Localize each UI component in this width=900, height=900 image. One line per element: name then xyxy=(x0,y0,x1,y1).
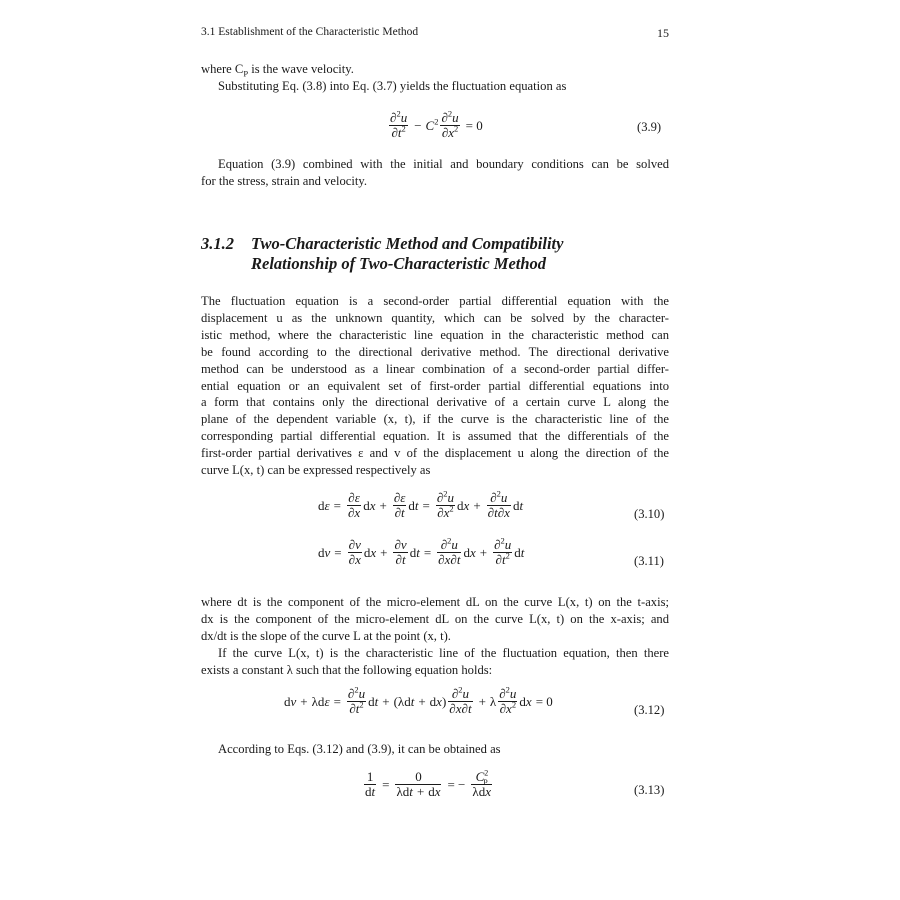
equation-number: (3.13) xyxy=(634,783,665,797)
section-number: 3.1.2 xyxy=(201,234,234,253)
page-number: 15 xyxy=(657,26,669,40)
text-line: displacement u as the unknown quantity, which can be solved by the character- xyxy=(201,310,669,325)
section-title: Two-Characteristic Method and Compatibility Relationship of Two-Characteristic Method xyxy=(251,234,564,273)
text-line: for the stress, strain and velocity. xyxy=(201,173,368,188)
text-line: dx/dt is the slope of the curve L at the point (x, t). xyxy=(201,628,451,643)
text-line: where $C_P$ is the wave velocity. xyxy=(201,62,354,79)
text-line: If the curve L(x, t) is the characteristic line of the fluctuation equation, then there xyxy=(218,645,669,660)
text-line: where dt is the component of the micro-element dL on the curve L(x, t) on the t-axis; xyxy=(201,595,669,609)
equation-3-10: d ε = $\frac{\partial\varepsilon}{\partial x}$ d x + $\frac{\partial\varepsilon}{\partial t}$ d t = $\frac{\partial^2u}{\partial x^2}$ d x + $\frac{\partial^2u}{\partial t\partial x}$ d t xyxy=(318,488,524,520)
text-line: istic method, where the characteristic line equation in the characteristic method can xyxy=(201,327,669,342)
paragraph-obtained xyxy=(201,741,669,758)
text-line: According to Eqs. (3.12) and (3.9), it can be obtained as xyxy=(218,742,501,756)
paragraph-directional-derivative xyxy=(201,293,669,479)
equation-3-11: d v = $\frac{\partial v}{\partial x}$ d x + $\frac{\partial v}{\partial t}$ d t = $\frac{\partial^2u}{\partial x\partial t}$ d x + $\frac{\partial^2u}{\partial t^2}$ d t xyxy=(318,535,525,567)
text-line: ential equation or an equivalent set of first-order partial differential equations into xyxy=(201,378,669,393)
equation-number: (3.12) xyxy=(634,703,665,717)
equation-3-12: d v + λd ε = $\frac{\partial^2u}{\partial t^2}$ d t + (λd t + d x ) $\frac{\partial^2u}{\partial x\partial t}$ + λ $\frac{\partial^2u}{\partial x^2}$ d x = 0 xyxy=(284,684,553,716)
text-line: Equation (3.9) combined with the initial and boundary conditions can be solved xyxy=(218,157,669,171)
text-line: first-order partial derivatives ε and v of the displacement u along the direction of the xyxy=(201,446,669,461)
running-header: 3.1 Establishment of the Characteristic Method xyxy=(201,26,419,38)
equation-number: (3.10) xyxy=(634,507,665,521)
paragraph-characteristic-line xyxy=(201,594,669,679)
paragraph-solution xyxy=(201,156,669,190)
paragraph-wave-velocity xyxy=(201,61,669,95)
text-line: Substituting Eq. (3.8) into Eq. (3.7) yields the fluctuation equation as xyxy=(218,78,567,93)
equation-number: (3.11) xyxy=(634,554,664,568)
text-line: exists a constant λ such that the following equation holds: xyxy=(201,662,493,677)
equation-number: (3.9) xyxy=(637,120,662,134)
equation-3-9: $\frac{\partial^2u}{\partial t^2}$ − $C^2$ $\frac{\partial^2u}{\partial x^2}$ = 0 xyxy=(390,108,483,140)
text-line: a form that contains only the directional derivative of a certain curve L along the xyxy=(201,395,669,410)
text-line: curve L(x, t) can be expressed respectively as xyxy=(201,463,431,478)
text-line: corresponding partial differential equation. It is assumed that the differentials of the xyxy=(201,429,669,444)
text-line: method can be understood as a linear combination of a second-order partial differ- xyxy=(201,361,669,376)
text-line: dx is the component of the micro-element dL on the curve L(x, t) on the x-axis; and xyxy=(201,611,669,626)
text-line: be found according to the directional derivative method. The directional derivative xyxy=(201,344,669,359)
text-line: The fluctuation equation is a second-order partial differential equation with the xyxy=(201,294,669,308)
equation-3-13: $\frac{1}{dt}$ = $\frac{0}{\text{λdt + dx}}$ = − $\frac{C^2_P}{\text{λdx}}$ xyxy=(365,768,491,799)
text-line: plane of the dependent variable (x, t), if the curve is the characteristic line of the xyxy=(201,412,669,427)
